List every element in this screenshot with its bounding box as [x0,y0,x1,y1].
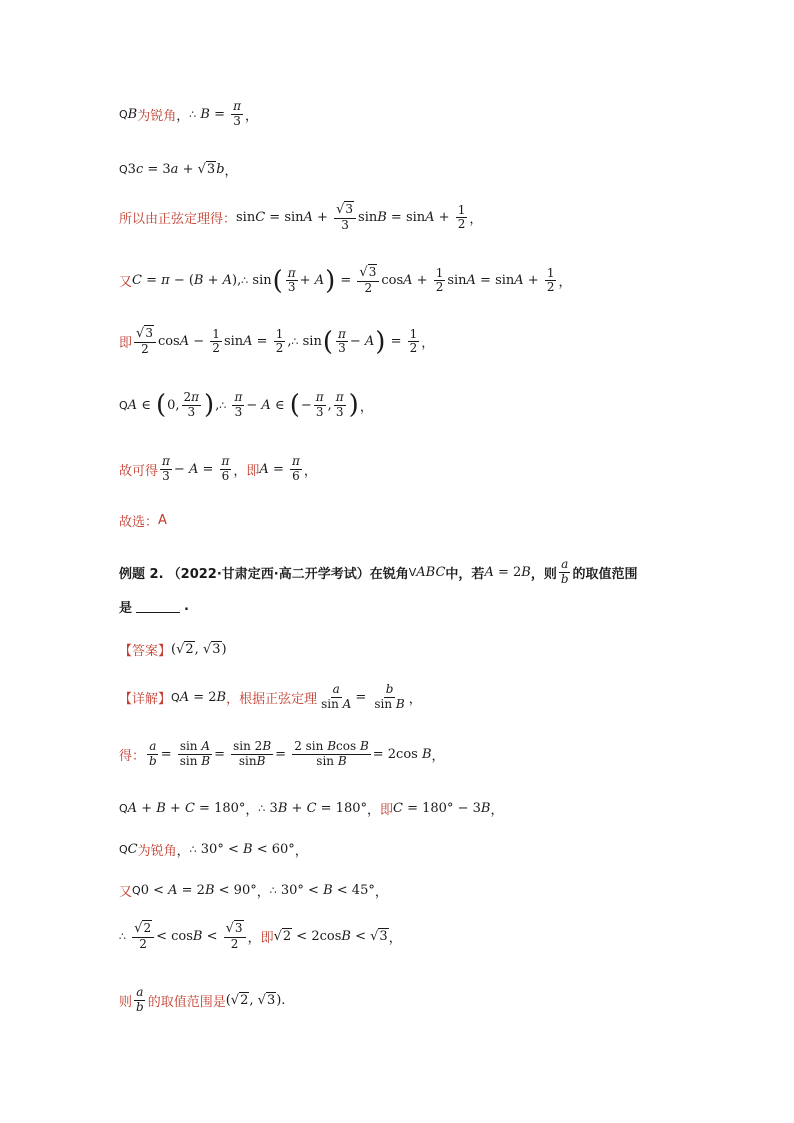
example-label: 例题 2. [119,566,164,582]
acute-text: 为锐角 [137,108,177,124]
choice-value: A [158,513,167,528]
detail-line-2: 得： $\frac{a}{b}$ = $\frac{\text{sin A}}{\text{sin B}}$ = $\frac{\sin 2B}{\sin B}$ = $\frac{\text{2 sin Bcos B}}{\text{sin B}}$ = 2cos B ， [119,739,445,768]
example-source: （2022·甘肃定西·高二开学考试） [167,566,370,582]
answer-blank [136,600,180,613]
solution-line-7: 故可得 $\frac{\pi}{3}$ − A = $\frac{\pi}{6}$ ， 即 A = $\frac{\pi}{6}$ ， [119,454,317,483]
solution-line-1: Q B 为锐角 ， ∴ B = $\frac{\pi}{3}$ ， [119,99,259,128]
solution-line-5: 即 $\frac{√3}{2}$ cos A − $\frac{1}{2}$ sin A = $\frac{1}{2}$ , ∴ sin ( $\frac{\pi}{3}$ − A ) = $\frac{1}{2}$ ， [119,326,435,357]
solution-line-3: 所以由正弦定理得： sin C = sin A + $\frac{√3}{3}$ sin B = sin A + $\frac{1}{2}$ ， [119,202,483,232]
detail-tag: 【详解】 [119,691,172,707]
solution-line-2: Q 3 c = 3 a + √3 b ， [119,162,238,179]
example-2-title-cont: 是 . [119,599,189,616]
detail-line-3: Q A + B + C = 180° ， ∴ 3 B + C = 180° ， 即 C = 180° − 3 B ， [119,801,504,818]
detail-conclusion: 则 $\frac{a}{b}$ 的取值范围是 ( √2 , √3 ). [119,985,286,1014]
answer-tag: 【答案】 [119,644,172,659]
detail-line-6: ∴ $\frac{√2}{2}$ < cos B < $\frac{√3}{2}$ ， 即 √2 < 2cos B < √3 ， [119,921,402,951]
detail-line-1: 【详解】 Q A = 2 B ，根据正弦定理 $\frac{a}{\text{sin A}}$ = $\frac{b}{\text{sin B}}$ ， [119,682,422,711]
because-symbol: Q [119,107,128,121]
answer-line: 【答案】 ( √2 , √3 ) [119,642,227,659]
solution-line-4: 又 C = π − ( B + A ), ∴ sin ( $\frac{\pi}{3}$ + A ) = $\frac{√3}{2}$ cos A + $\frac{1}{2}$ sin A = sin A + $\frac{1}{2}$ ， [119,265,572,296]
detail-line-4: Q C 为锐角 ， ∴ 30° < B < 60° ， [119,842,308,859]
fraction: $\frac{\pi}{3}$ [233,99,242,128]
sine-law-text: 所以由正弦定理得： [119,212,237,228]
solution-line-6: Q A ∈ ( 0, $\frac{2\pi}{3}$ ) , ∴ $\frac{\pi}{3}$ − A ∈ ( − $\frac{\pi}{3}$ , $\frac{\pi}{3}$ ) ， [119,390,373,421]
example-2-title: 例题 2. （2022·甘肃定西·高二开学考试） 在锐角 V ABC 中， 若 A = 2 B ， 则 $\frac{a}{b}$ 的取值范围 [119,557,638,586]
detail-line-5: 又 Q 0 < A = 2 B < 90° ， ∴ 30° < B < 45° ， [119,883,388,900]
choice-line: 故选： A [119,513,167,530]
